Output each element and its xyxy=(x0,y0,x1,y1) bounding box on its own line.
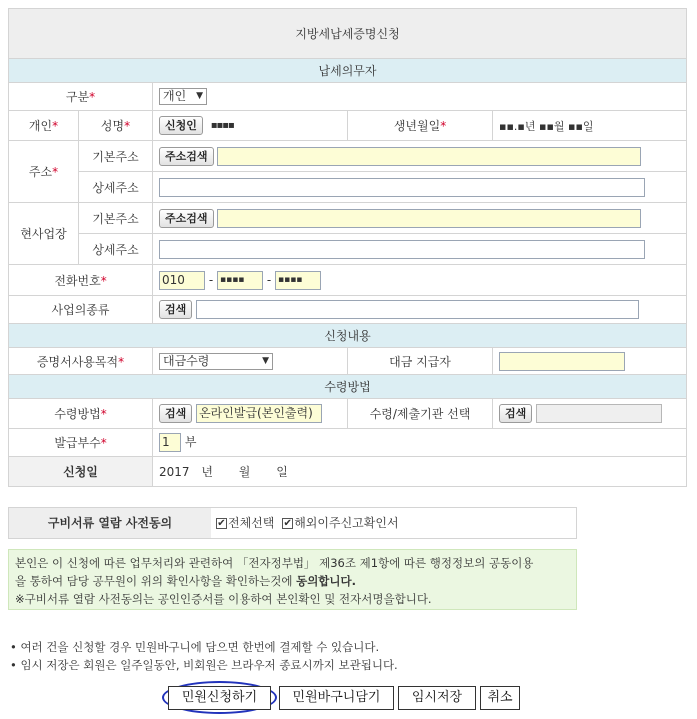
purpose-select[interactable]: 대금수령 ▼ xyxy=(159,353,273,370)
add-to-basket-button[interactable]: 민원바구니담기 xyxy=(279,686,394,710)
type-label: 구분* xyxy=(9,83,153,111)
note-item: • 여러 건을 신청할 경우 민원바구니에 담으면 한번에 결제할 수 있습니다. xyxy=(10,640,380,654)
agency-input[interactable] xyxy=(536,404,662,423)
notice-line-3: ※구비서류 열람 사전동의는 공인인증서를 이용하여 본인확인 및 전자서명을합니다. xyxy=(15,592,432,606)
copies-input[interactable]: 1 xyxy=(159,433,181,452)
individual-label: 개인* xyxy=(9,111,79,141)
phone-dash-2: - xyxy=(266,272,272,287)
birth-value: ▪▪.▪년 ▪▪월 ▪▪일 xyxy=(493,111,687,141)
business-type-search-button[interactable]: 검색 xyxy=(159,300,192,319)
business-type-label: 사업의종류 xyxy=(9,296,153,324)
phone-part1-input[interactable]: 010 xyxy=(159,271,205,290)
date-day-unit: 일 xyxy=(276,465,288,479)
apply-button[interactable]: 민원신청하기 xyxy=(168,686,271,710)
business-basic-address-input[interactable] xyxy=(217,209,641,228)
phone-part2-input[interactable]: ▪▪▪▪ xyxy=(217,271,263,290)
name-label: 성명* xyxy=(79,111,153,141)
business-basic-address-label: 기본주소 xyxy=(79,203,153,234)
business-detail-address-label: 상세주소 xyxy=(79,234,153,265)
section-header-taxpayer: 납세의무자 xyxy=(9,59,687,83)
agency-search-button[interactable]: 검색 xyxy=(499,404,532,423)
address-search-button[interactable]: 주소검색 xyxy=(159,147,214,166)
detail-address-label: 상세주소 xyxy=(79,172,153,203)
agency-label: 수령/제출기관 선택 xyxy=(348,399,493,429)
detail-address-input[interactable] xyxy=(159,178,645,197)
date-label: 신청일 xyxy=(9,457,153,487)
birth-label: 생년월일* xyxy=(348,111,493,141)
select-all-label[interactable]: 전체선택 xyxy=(228,516,275,530)
notice-agree: 동의합니다. xyxy=(296,574,357,588)
consent-section xyxy=(8,507,577,539)
notice-line-1: 본인은 이 신청에 따른 업무처리와 관련하여 「전자정부법」 제36조 제1항에 따른 행정정보의 공동이용 xyxy=(15,556,534,570)
cancel-button[interactable]: 취소 xyxy=(480,686,520,710)
method-search-button[interactable]: 검색 xyxy=(159,404,192,423)
business-type-input[interactable] xyxy=(196,300,639,319)
name-value: ▪▪▪▪ xyxy=(210,120,234,131)
consent-notice xyxy=(8,549,577,610)
method-input[interactable]: 온라인발급(본인출력) xyxy=(196,404,322,423)
business-address-search-button[interactable]: 주소검색 xyxy=(159,209,214,228)
foreign-check-label[interactable]: 해외이주신고확인서 xyxy=(294,516,399,530)
section-header-receive: 수령방법 xyxy=(9,375,687,399)
application-form xyxy=(8,8,687,487)
copies-unit: 부 xyxy=(184,435,197,449)
payer-input[interactable] xyxy=(499,352,625,371)
temp-save-button[interactable]: 임시저장 xyxy=(398,686,476,710)
note-item: • 임시 저장은 회원은 일주일동안, 비회원은 브라우저 종료시까지 보관됩니다. xyxy=(10,658,398,672)
select-all-checkbox[interactable]: ✔ xyxy=(217,518,226,529)
address-label: 주소* xyxy=(9,141,79,203)
notice-line-2: 을 통하여 담당 공무원이 위의 확인사항을 확인하는것에 xyxy=(15,574,297,588)
basic-address-label: 기본주소 xyxy=(79,141,153,172)
payer-label: 대금 지급자 xyxy=(348,348,493,375)
page-title: 지방세납세증명신청 xyxy=(9,9,687,59)
business-detail-address-input[interactable] xyxy=(159,240,645,259)
applicant-button[interactable]: 신청인 xyxy=(159,116,203,135)
date-year-unit: 년 xyxy=(201,465,213,479)
chevron-down-icon: ▼ xyxy=(196,91,203,101)
business-label: 현사업장 xyxy=(9,203,79,265)
purpose-label: 증명서사용목적* xyxy=(9,348,153,375)
phone-dash-1: - xyxy=(208,272,214,287)
method-label: 수령방법* xyxy=(9,399,153,429)
chevron-down-icon: ▼ xyxy=(262,355,269,366)
notes-list xyxy=(10,638,398,674)
date-year: 2017 xyxy=(159,465,190,479)
copies-label: 발급부수* xyxy=(9,429,153,457)
foreign-checkbox[interactable]: ✔ xyxy=(283,518,292,529)
phone-part3-input[interactable]: ▪▪▪▪ xyxy=(275,271,321,290)
date-month-unit: 월 xyxy=(238,465,251,479)
type-select[interactable]: 개인 ▼ xyxy=(159,88,207,105)
phone-label: 전화번호* xyxy=(9,265,153,296)
consent-label: 구비서류 열람 사전동의 xyxy=(9,508,211,538)
section-header-content: 신청내용 xyxy=(9,324,687,348)
basic-address-input[interactable] xyxy=(217,147,641,166)
